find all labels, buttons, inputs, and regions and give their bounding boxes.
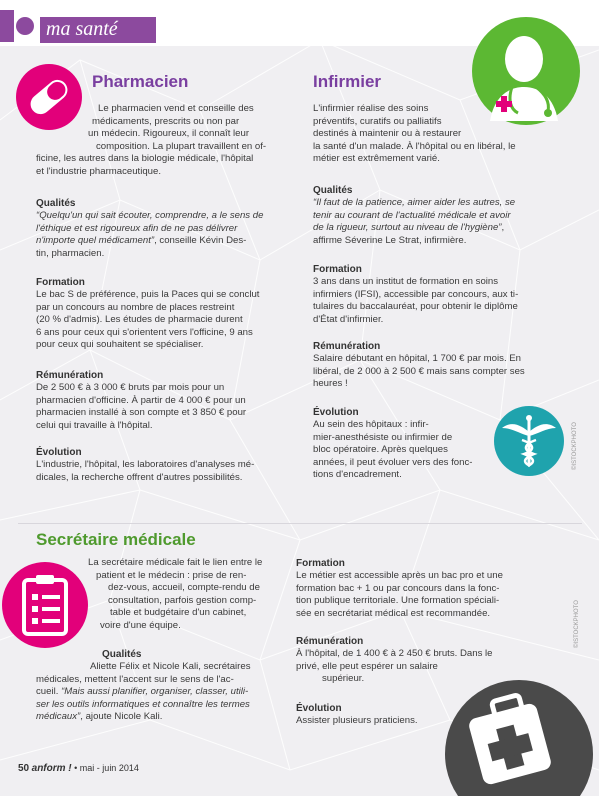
infirmier-formation-line: tulaires du baccalauréat, pour obtenir le diplôme [313, 301, 518, 313]
pharmacien-qualites-end: tin, pharmacien. [36, 247, 105, 259]
medical-kit-icon [445, 680, 593, 796]
page-number: 50 [18, 763, 30, 774]
infirmier-evolution-line: tions d'encadrement. [313, 469, 402, 481]
secretaire-remuneration-line: privé, elle peut espérer un salaire [296, 660, 438, 672]
infirmier-quote-line: de la rigueur, surtout au niveau de l'hygiène” [313, 222, 502, 234]
secretaire-intro [60, 557, 300, 633]
infirmier-evolution-line: années, il peut évoluer vers des fonc- [313, 456, 473, 468]
issue-date: • mai - juin 2014 [74, 763, 139, 773]
secretaire-formation-line: formation bac + 1 ou par concours dans la fonc- [296, 582, 500, 594]
pharmacien-remuneration-line: De 2 500 € à 3 000 € bruts par mois pour un [36, 382, 225, 393]
secretaire-quote-line: ser les outils informatiques et connaître les termes [36, 698, 250, 710]
photo-credit: ©ISTOCKPHOTO [574, 600, 580, 648]
pharmacien-evolution-title: Évolution [36, 447, 82, 458]
secretaire-intro-line: table et budgétaire d'un cabinet, [110, 607, 247, 619]
infirmier-formation-line: infirmiers (IFSI), accessible par concours, aux ti- [313, 288, 519, 300]
footer [18, 763, 139, 774]
pharmacien-formation-line: 6 ans pour ceux qui s'orientent vers l'officine, 9 ans [36, 326, 253, 338]
pharmacien-intro [36, 103, 296, 179]
caduceus-icon [494, 406, 564, 476]
pharmacien-evolution-line: L'industrie, l'hôpital, les laboratoires d'analyses mé- [36, 459, 255, 470]
infirmier-evolution [313, 419, 493, 482]
secretaire-qualites [36, 661, 298, 724]
infirmier-evolution-line: Au sein des hôpitaux : infir- [313, 419, 429, 430]
pharmacien-qualites-title: Qualités [36, 198, 76, 209]
pharmacien-formation [36, 289, 298, 352]
pharmacien-quote-line: n'importe quel médicament” [36, 235, 155, 247]
pharmacien-remuneration [36, 382, 298, 432]
secretaire-qualites-line: cueil. [36, 686, 59, 698]
pharmacien-quote-line: “Quelqu'un qui sait écouter, comprendre, a le sens de [36, 210, 264, 221]
pharmacien-qualites [36, 210, 298, 260]
pharmacien-intro-line: médicaments, prescrits ou non par [92, 115, 240, 127]
pharmacien-evolution [36, 459, 298, 484]
pharmacien-qualites-end: , conseille Kévin Des- [154, 235, 247, 247]
infirmier-formation [313, 276, 568, 326]
pharmacien-remuneration-title: Rémunération [36, 370, 104, 381]
pharmacien-intro-line: Le pharmacien vend et conseille des [98, 103, 254, 114]
secretaire-intro-line: patient et le médecin : prise de ren- [96, 569, 247, 581]
secretaire-formation-title: Formation [296, 558, 345, 569]
secretaire-formation-line: Le métier est accessible après un bac pro et une [296, 570, 503, 581]
infirmier-intro [313, 103, 563, 166]
infirmier-title: Infirmier [313, 72, 382, 91]
pharmacien-formation-line: par un concours au nombre de places restreint [36, 301, 235, 313]
pharmacien-title: Pharmacien [92, 72, 189, 91]
infirmier-formation-line: 3 ans dans un institut de formation en soins [313, 276, 499, 287]
pharmacien-formation-title: Formation [36, 277, 85, 288]
infirmier-intro-line: préventifs, curatifs ou palliatifs [313, 115, 442, 127]
pharmacien-intro-line: ficine, les autres dans la biologie médicale, l'hôpital [36, 153, 254, 165]
secretaire-formation-line: sée en secrétariat médical est recommandée. [296, 607, 491, 619]
pharmacien-quote-line: l'éthique et est rigoureux afin de ne pas délivrer [36, 222, 238, 234]
secretaire-qualites-end: , ajoute Nicole Kali. [80, 711, 163, 723]
infirmier-qualites-end: , [501, 222, 505, 234]
infirmier-formation-title: Formation [313, 264, 362, 275]
infirmier-remuneration-line: Salaire débutant en hôpital, 1 700 € par mois. En [313, 353, 522, 364]
infirmier-remuneration-line: heures ! [313, 378, 348, 390]
secretaire-qualites-line: Aliette Félix et Nicole Kali, secrétaires [90, 661, 251, 672]
infirmier-intro-line: métier est extrêmement varié. [313, 153, 440, 165]
secretaire-title: Secrétaire médicale [36, 530, 196, 549]
secretaire-remuneration-line: À l'hôpital, de 1 400 € à 2 450 € bruts. Dans le [296, 648, 493, 659]
infirmier-quote-line: “Il faut de la patience, aimer aider les autres, se [313, 197, 516, 208]
header-dot [16, 17, 34, 35]
pharmacien-evolution-line: dicales, la recherche offrent d'autres possibilités. [36, 471, 243, 483]
pharmacien-formation-line: (20 % d'admis). Les études de pharmacie durent [36, 314, 243, 326]
secretaire-formation [296, 570, 558, 620]
secretaire-qualites-title: Qualités [102, 649, 142, 660]
infirmier-remuneration-title: Rémunération [313, 341, 381, 352]
magazine-brand: anform ! [31, 763, 72, 774]
header-tab [0, 10, 14, 42]
infirmier-intro-line: L'infirmier réalise des soins [313, 103, 429, 114]
secretaire-intro-line: dez-vous, accueil, compte-rendu de [108, 582, 260, 594]
pharmacien-remuneration-line: pharmacien installé à son compte et 3 850 € pour [36, 407, 247, 419]
secretaire-evolution-line: Assister plusieurs praticiens. [296, 715, 418, 726]
secretaire-qualites-line: médicales, mettent l'accent sur le sens de l'ac- [36, 673, 234, 685]
pharmacien-intro-line: un médecin. Rigoureux, il connaît leur [88, 128, 250, 140]
secretaire-quote-line: “Mais aussi planifier, organiser, classer, utili- [61, 686, 249, 698]
secretaire-intro-line: voire d'une équipe. [100, 619, 181, 631]
infirmier-remuneration-line: libéral, de 2 000 à 2 500 € mais sans compter ses [313, 365, 525, 377]
infirmier-evolution-title: Évolution [313, 407, 359, 418]
secretaire-remuneration-line: supérieur. [322, 673, 365, 685]
secretaire-remuneration-title: Rémunération [296, 636, 364, 647]
pharmacien-intro-line: composition. La plupart travaillent en of- [96, 140, 267, 152]
infirmier-qualites-title: Qualités [313, 185, 353, 196]
secretaire-evolution-title: Évolution [296, 703, 342, 714]
infirmier-intro-line: destinés à maintenir ou à restaurer [313, 128, 462, 140]
infirmier-qualites-end: affirme Séverine Le Strat, infirmière. [313, 234, 467, 246]
pharmacien-intro-line: et l'industrie pharmaceutique. [36, 165, 162, 177]
infirmier-evolution-line: mier-anesthésiste ou infirmier de [313, 431, 453, 443]
secretaire-intro-line: La secrétaire médicale fait le lien entre le [88, 557, 263, 568]
infirmier-formation-line: d'État d'infirmier. [313, 313, 384, 325]
infirmier-qualites [313, 197, 568, 247]
photo-credit: ©ISTOCKPHOTO [572, 422, 578, 470]
infirmier-evolution-line: bloc opératoire. Après quelques [313, 444, 448, 456]
infirmier-intro-line: la santé d'un malade. À l'hôpital ou en libéral, le [313, 140, 516, 152]
pharmacien-formation-line: Le bac S de préférence, puis la Paces qui se conclut [36, 289, 260, 300]
pharmacien-remuneration-line: celui qui travaille à l'hôpital. [36, 419, 153, 431]
secretaire-intro-line: consultation, parfois gestion comp- [108, 594, 257, 606]
secretaire-quote-line: médicaux” [36, 711, 81, 723]
infirmier-remuneration [313, 353, 568, 391]
secretaire-formation-line: tion publique territoriale. Une formation spéciali- [296, 595, 500, 607]
pharmacien-remuneration-line: pharmacien d'officine. À partir de 4 000 € pour un [36, 394, 246, 406]
pharmacien-formation-line: pour ceux qui souhaitent se spécialiser. [36, 339, 204, 351]
infirmier-quote-line: tenir au courant de l'actualité médicale et avoir [313, 209, 511, 221]
section-title: ma santé [46, 18, 118, 40]
